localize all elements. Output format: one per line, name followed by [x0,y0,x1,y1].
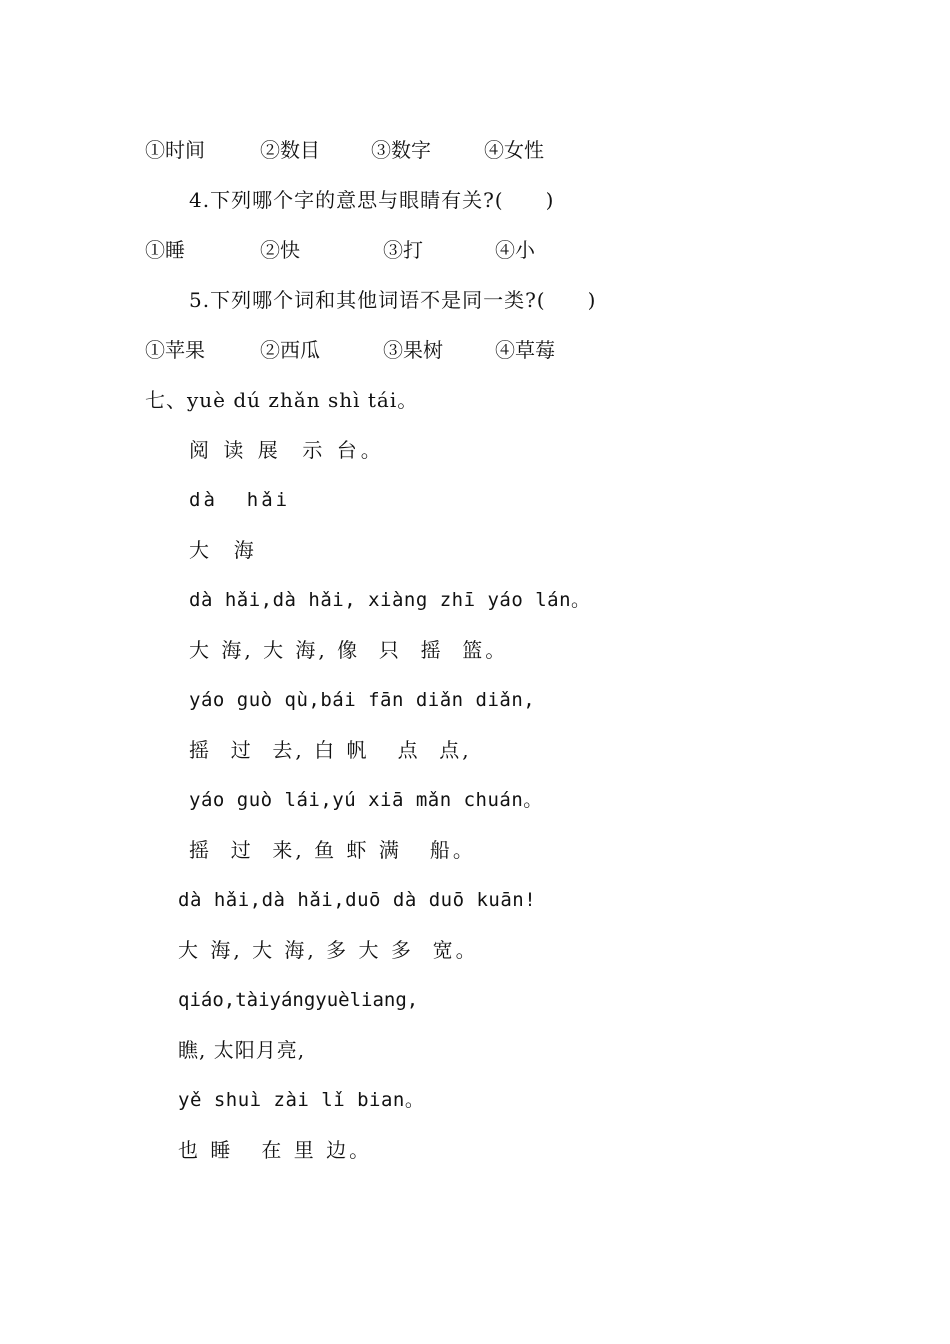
poem-line-6-hanzi: 也 睡 在 里 边。 [178,1138,373,1162]
q5-question: 5.下列哪个词和其他词语不是同一类?( ) [189,288,597,312]
section7-heading: 七、yuè dú zhǎn shì tái。 [145,388,419,412]
section7-title-hanzi: 阅 读 展 示 台。 [189,438,385,462]
q4-option-4: ④小 [495,238,535,262]
poem-line-5-pinyin: qiáo,tàiyángyuèliang, [178,989,419,1011]
poem-title-hanzi: 大 海 [189,538,258,562]
poem-line-2-hanzi: 摇 过 去, 白 帆 点 点, [189,738,472,762]
q3-option-2: ②数目 [260,138,320,162]
q4-option-1: ①睡 [145,238,185,262]
poem-line-3-pinyin: yáo guò lái,yú xiā mǎn chuán。 [189,789,543,811]
poem-line-6-pinyin: yě shuì zài lǐ bian。 [178,1089,425,1111]
q5-option-3: ③果树 [383,338,443,362]
poem-line-2-pinyin: yáo guò qù,bái fān diǎn diǎn, [189,689,536,711]
q3-option-1: ①时间 [145,138,205,162]
poem-line-1-pinyin: dà hǎi,dà hǎi, xiàng zhī yáo lán。 [189,589,591,611]
q5-option-4: ④草莓 [495,338,555,362]
q4-question: 4.下列哪个字的意思与眼睛有关?( ) [189,188,555,212]
poem-line-5-hanzi: 瞧, 太阳月亮, [178,1038,306,1062]
poem-line-1-hanzi: 大 海, 大 海, 像 只 摇 篮。 [189,638,509,662]
q3-option-3: ③数字 [371,138,431,162]
q4-option-2: ②快 [260,238,300,262]
poem-title-pinyin: dà hǎi [189,489,291,511]
q4-option-3: ③打 [383,238,423,262]
q5-option-1: ①苹果 [145,338,205,362]
q3-option-4: ④女性 [484,138,544,162]
q5-option-2: ②西瓜 [260,338,320,362]
poem-line-4-pinyin: dà hǎi,dà hǎi,duō dà duō kuān! [178,889,537,911]
poem-line-3-hanzi: 摇 过 来, 鱼 虾 满 船。 [189,838,476,862]
poem-line-4-hanzi: 大 海, 大 海, 多 大 多 宽。 [178,938,479,962]
